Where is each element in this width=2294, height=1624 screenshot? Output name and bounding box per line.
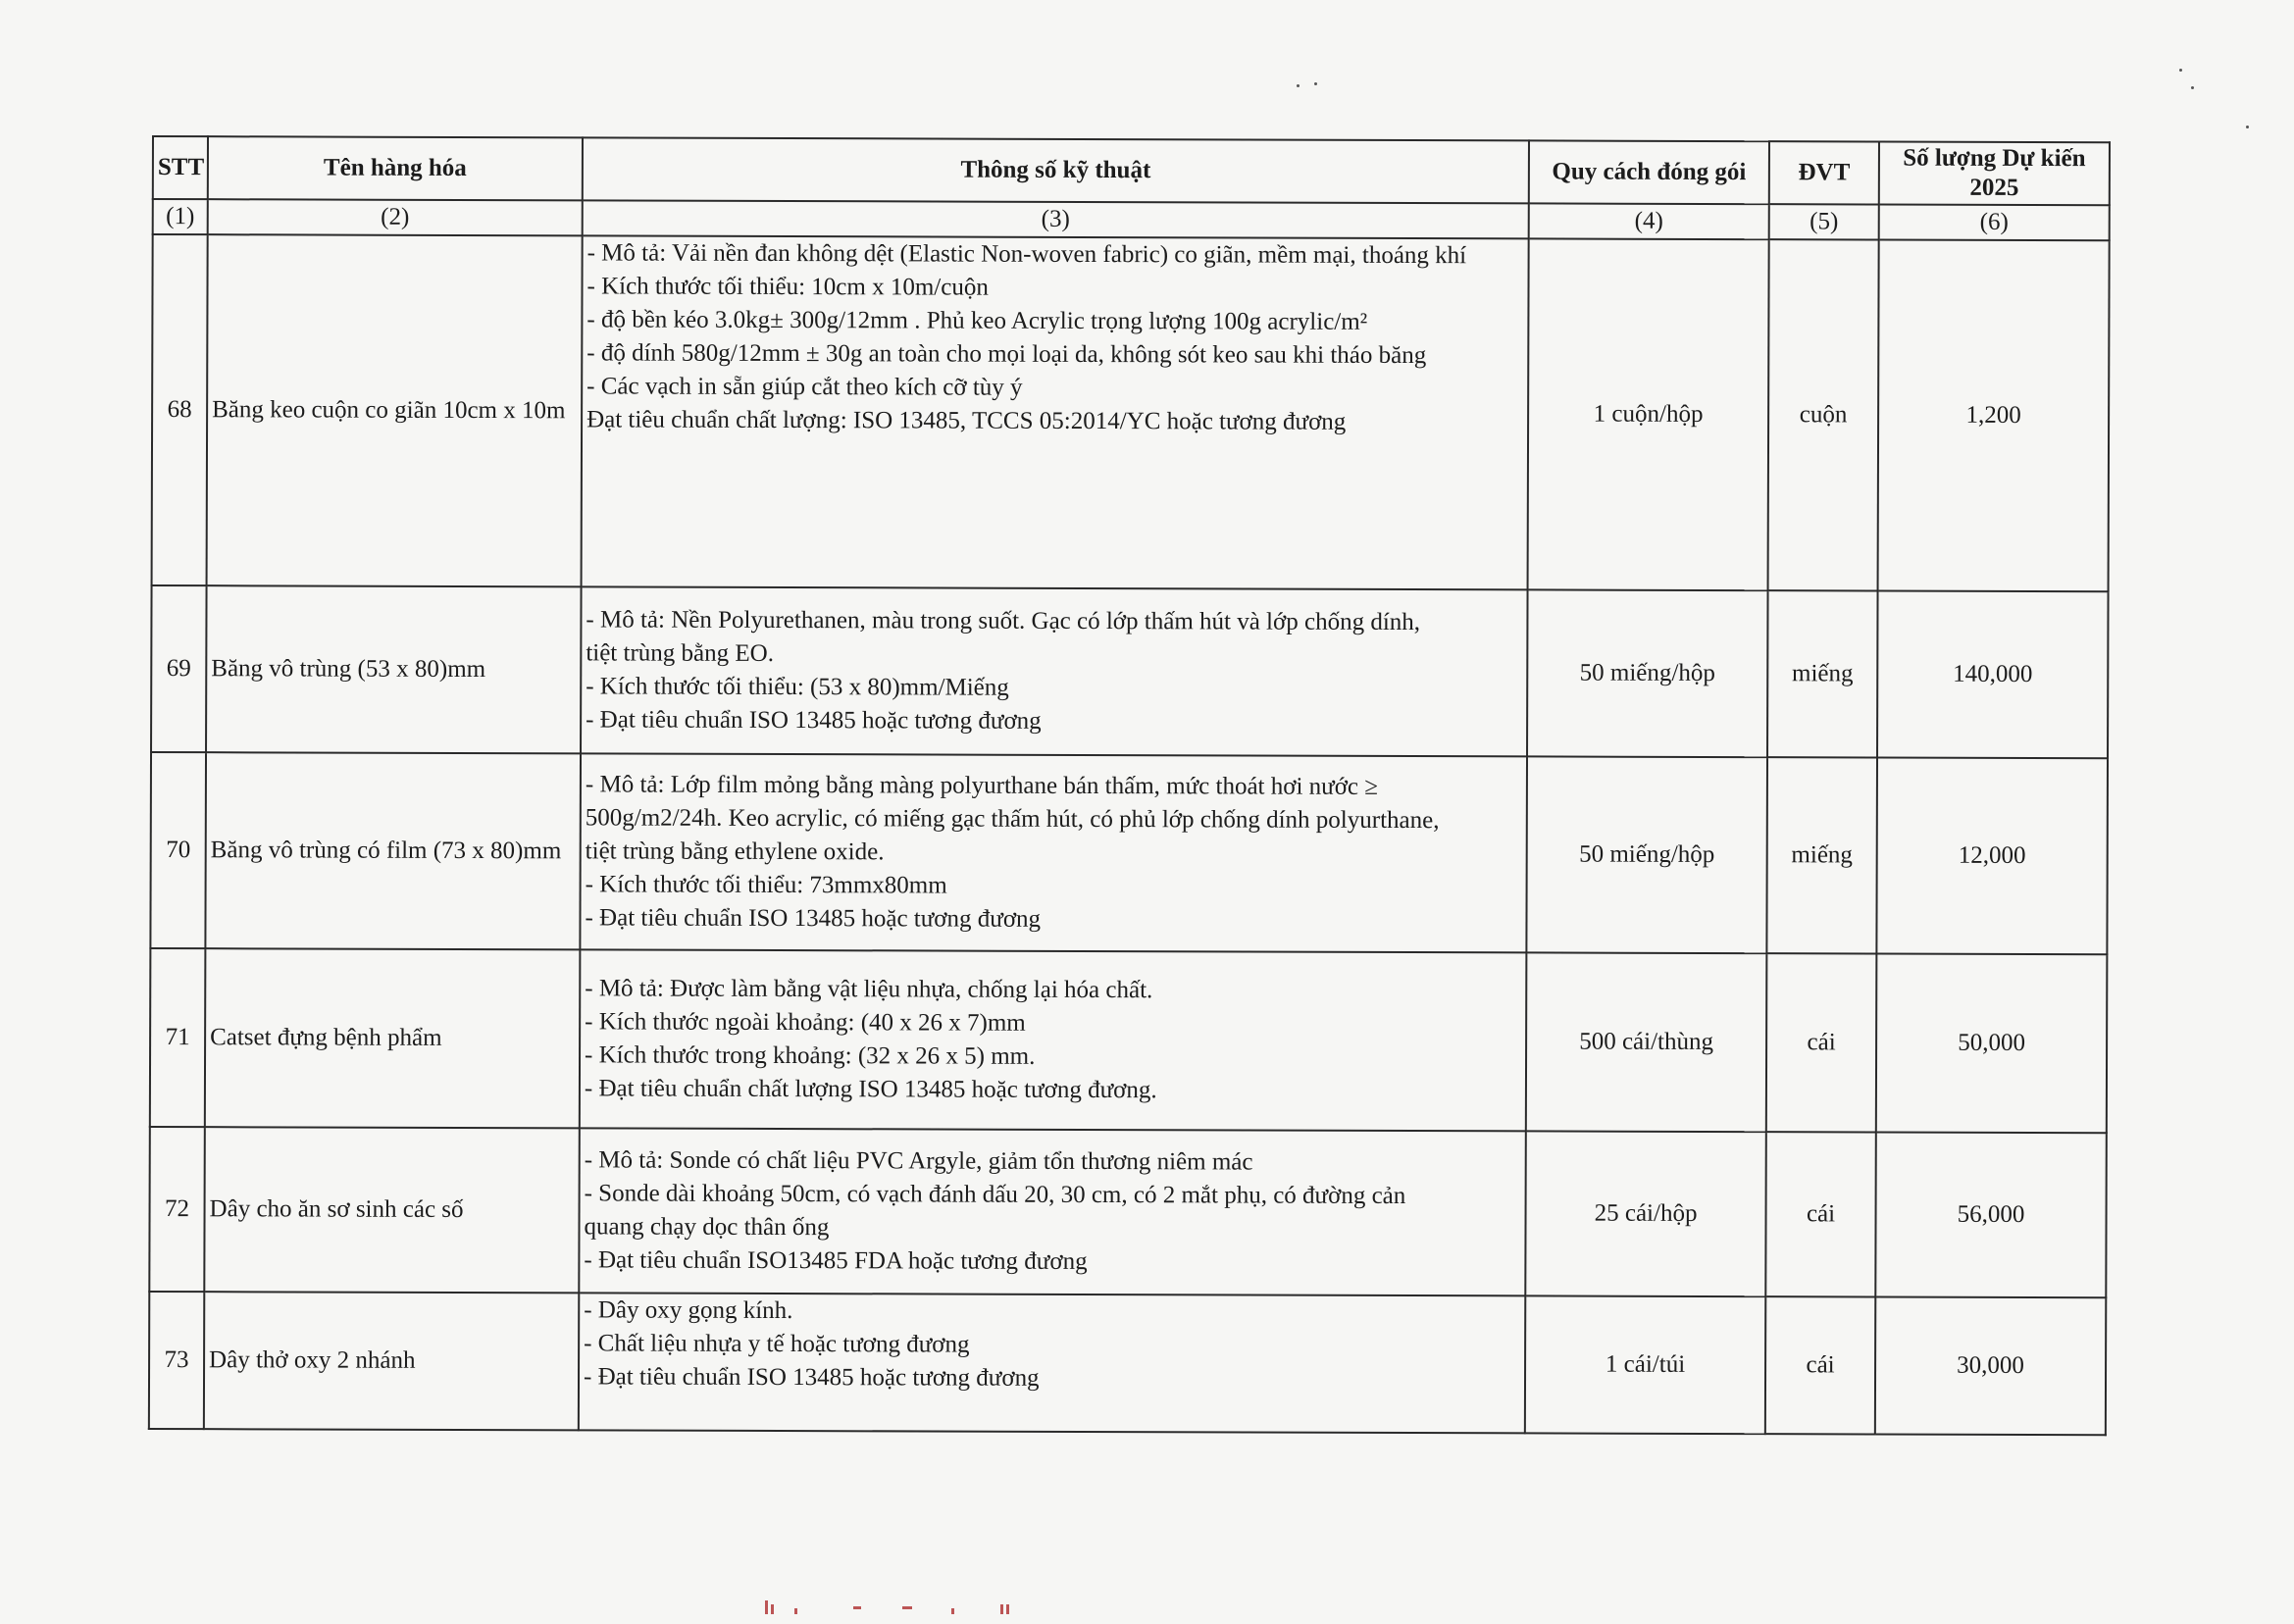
row-unit: cái	[1765, 1132, 1876, 1296]
row-stt: 69	[151, 585, 207, 752]
spec-line: - Kích thước trong khoảng: (32 x 26 x 5) mm.	[585, 1041, 1036, 1070]
row-packing: 50 miếng/hộp	[1526, 756, 1767, 953]
row-spec	[580, 949, 1527, 1131]
spec-line: - Đạt tiêu chuẩn ISO13485 FDA hoặc tương đương	[584, 1246, 1088, 1276]
table-row	[149, 1292, 2106, 1435]
spec-line: - Đạt tiêu chuẩn ISO 13485 hoặc tương đương	[585, 904, 1042, 933]
column-number-row	[153, 199, 2110, 240]
row-unit: miếng	[1766, 757, 1877, 953]
row-name: Băng vô trùng có film (73 x 80)mm	[205, 752, 581, 949]
spec-line: - Mô tả: Nền Polyurethanen, màu trong suốt. Gạc có lớp thấm hút và lớp chống dính,	[586, 606, 1421, 636]
row-qty: 12,000	[1876, 758, 2108, 955]
header-packing: Quy cách đóng gói	[1529, 140, 1769, 204]
row-stt: 70	[150, 752, 206, 948]
column-number: (5)	[1769, 204, 1879, 239]
row-unit: miếng	[1767, 590, 1878, 757]
spec-line: - Dây oxy gọng kính.	[584, 1296, 793, 1325]
column-number: (2)	[208, 199, 583, 235]
spec-line: - Kích thước tối thiểu: (53 x 80)mm/Miếng	[586, 673, 1009, 701]
header-row	[153, 136, 2110, 205]
column-number: (6)	[1879, 205, 2110, 241]
header-unit: ĐVT	[1769, 141, 1879, 204]
spec-line: - Kích thước tối thiểu: 73mmx80mm	[585, 871, 947, 899]
header-stt: STT	[153, 136, 208, 199]
spec-line: tiệt trùng bằng ethylene oxide.	[585, 837, 885, 866]
spec-line: quang chạy dọc thân ống	[584, 1213, 830, 1242]
row-qty: 1,200	[1878, 240, 2110, 592]
row-stt: 72	[149, 1127, 205, 1292]
spec-line: - Đạt tiêu chuẩn chất lượng ISO 13485 hoặc tương đương.	[584, 1075, 1157, 1104]
row-name: Băng vô trùng (53 x 80)mm	[206, 585, 582, 753]
row-spec	[581, 586, 1528, 756]
column-number: (4)	[1529, 203, 1769, 239]
spec-line: - Các vạch in sẵn giúp cắt theo kích cỡ tùy ý	[586, 373, 1023, 401]
row-packing: 500 cái/thùng	[1526, 952, 1767, 1132]
row-name: Dây thở oxy 2 nhánh	[204, 1292, 579, 1430]
spec-line: tiệt trùng bằng EO.	[586, 639, 775, 667]
scan-speck	[1314, 82, 1317, 85]
table-row	[150, 948, 2108, 1133]
spec-line: - Mô tả: Vải nền đan không dệt (Elastic Non-woven fabric) co giãn, mềm mại, thoáng khí	[586, 239, 1467, 270]
spec-line: - Kích thước ngoài khoảng: (40 x 26 x 7)mm	[585, 1008, 1026, 1037]
row-packing: 1 cái/túi	[1525, 1295, 1765, 1434]
row-stt: 68	[152, 234, 208, 585]
row-unit: cái	[1765, 1296, 1875, 1434]
header-qty: Số lượng Dự kiến 2025	[1879, 142, 2110, 206]
spec-line: - Đạt tiêu chuẩn ISO 13485 hoặc tương đương	[583, 1363, 1040, 1392]
row-spec	[579, 1128, 1526, 1295]
row-qty: 50,000	[1876, 954, 2108, 1134]
table-row	[150, 752, 2108, 954]
spec-line: - Mô tả: Được làm bằng vật liệu nhựa, chống lại hóa chất.	[585, 975, 1153, 1004]
table-row	[152, 234, 2110, 591]
column-number: (1)	[153, 199, 208, 234]
row-packing: 25 cái/hộp	[1525, 1131, 1766, 1296]
row-qty: 140,000	[1877, 591, 2109, 759]
scan-speck	[2246, 126, 2249, 128]
spec-line: - Đạt tiêu chuẩn ISO 13485 hoặc tương đương	[586, 706, 1042, 735]
header-spec: Thông số kỹ thuật	[583, 137, 1529, 203]
column-number: (3)	[583, 200, 1529, 238]
spec-line: - Mô tả: Sonde có chất liệu PVC Argyle, giảm tổn thương niêm mác	[584, 1146, 1253, 1176]
table-row	[149, 1127, 2107, 1297]
row-spec	[579, 1293, 1525, 1433]
row-name: Băng keo cuộn co giãn 10cm x 10m	[207, 234, 583, 586]
row-spec	[582, 235, 1529, 589]
row-qty: 30,000	[1875, 1297, 2106, 1436]
spec-line: Đạt tiêu chuẩn chất lượng: ISO 13485, TCCS 05:2014/YC hoặc tương đương	[586, 406, 1347, 435]
scan-speck	[2191, 86, 2194, 89]
row-spec	[580, 753, 1527, 952]
spec-line: - Sonde dài khoảng 50cm, có vạch đánh dấu 20, 30 cm, có 2 mắt phụ, có đường cản	[584, 1180, 1406, 1210]
table-row	[151, 585, 2109, 758]
row-qty: 56,000	[1875, 1133, 2107, 1298]
scan-speck	[1297, 84, 1300, 87]
row-packing: 50 miếng/hộp	[1527, 589, 1768, 757]
spec-line: - độ bền kéo 3.0kg± 300g/12mm . Phủ keo Acrylic trọng lượng 100g acrylic/m²	[586, 306, 1368, 335]
spec-table	[148, 135, 2111, 1436]
row-name: Dây cho ăn sơ sinh các số	[204, 1127, 580, 1293]
spec-line: - Kích thước tối thiểu: 10cm x 10m/cuộn	[586, 273, 989, 301]
header-name: Tên hàng hóa	[208, 136, 583, 200]
scan-speck	[2179, 69, 2182, 72]
spec-line: - Mô tả: Lớp film mỏng bằng màng polyurthane bán thấm, mức thoát hơi nước ≥	[585, 771, 1379, 800]
row-stt: 73	[149, 1292, 204, 1429]
row-unit: cuộn	[1768, 239, 1879, 590]
row-unit: cái	[1766, 953, 1877, 1132]
spec-line: 500g/m2/24h. Keo acrylic, có miếng gạc thấm hút, có phủ lớp chống dính polyurthane,	[585, 804, 1440, 835]
row-packing: 1 cuộn/hộp	[1528, 238, 1769, 590]
spec-line: - Chất liệu nhựa y tế hoặc tương đương	[584, 1330, 970, 1358]
row-stt: 71	[150, 948, 206, 1127]
red-ink-mark	[755, 1595, 1069, 1618]
spec-line: - độ dính 580g/12mm ± 30g an toàn cho mọi loại da, không sót keo sau khi tháo băng	[586, 339, 1427, 370]
row-name: Catset đựng bệnh phẩm	[205, 948, 581, 1128]
